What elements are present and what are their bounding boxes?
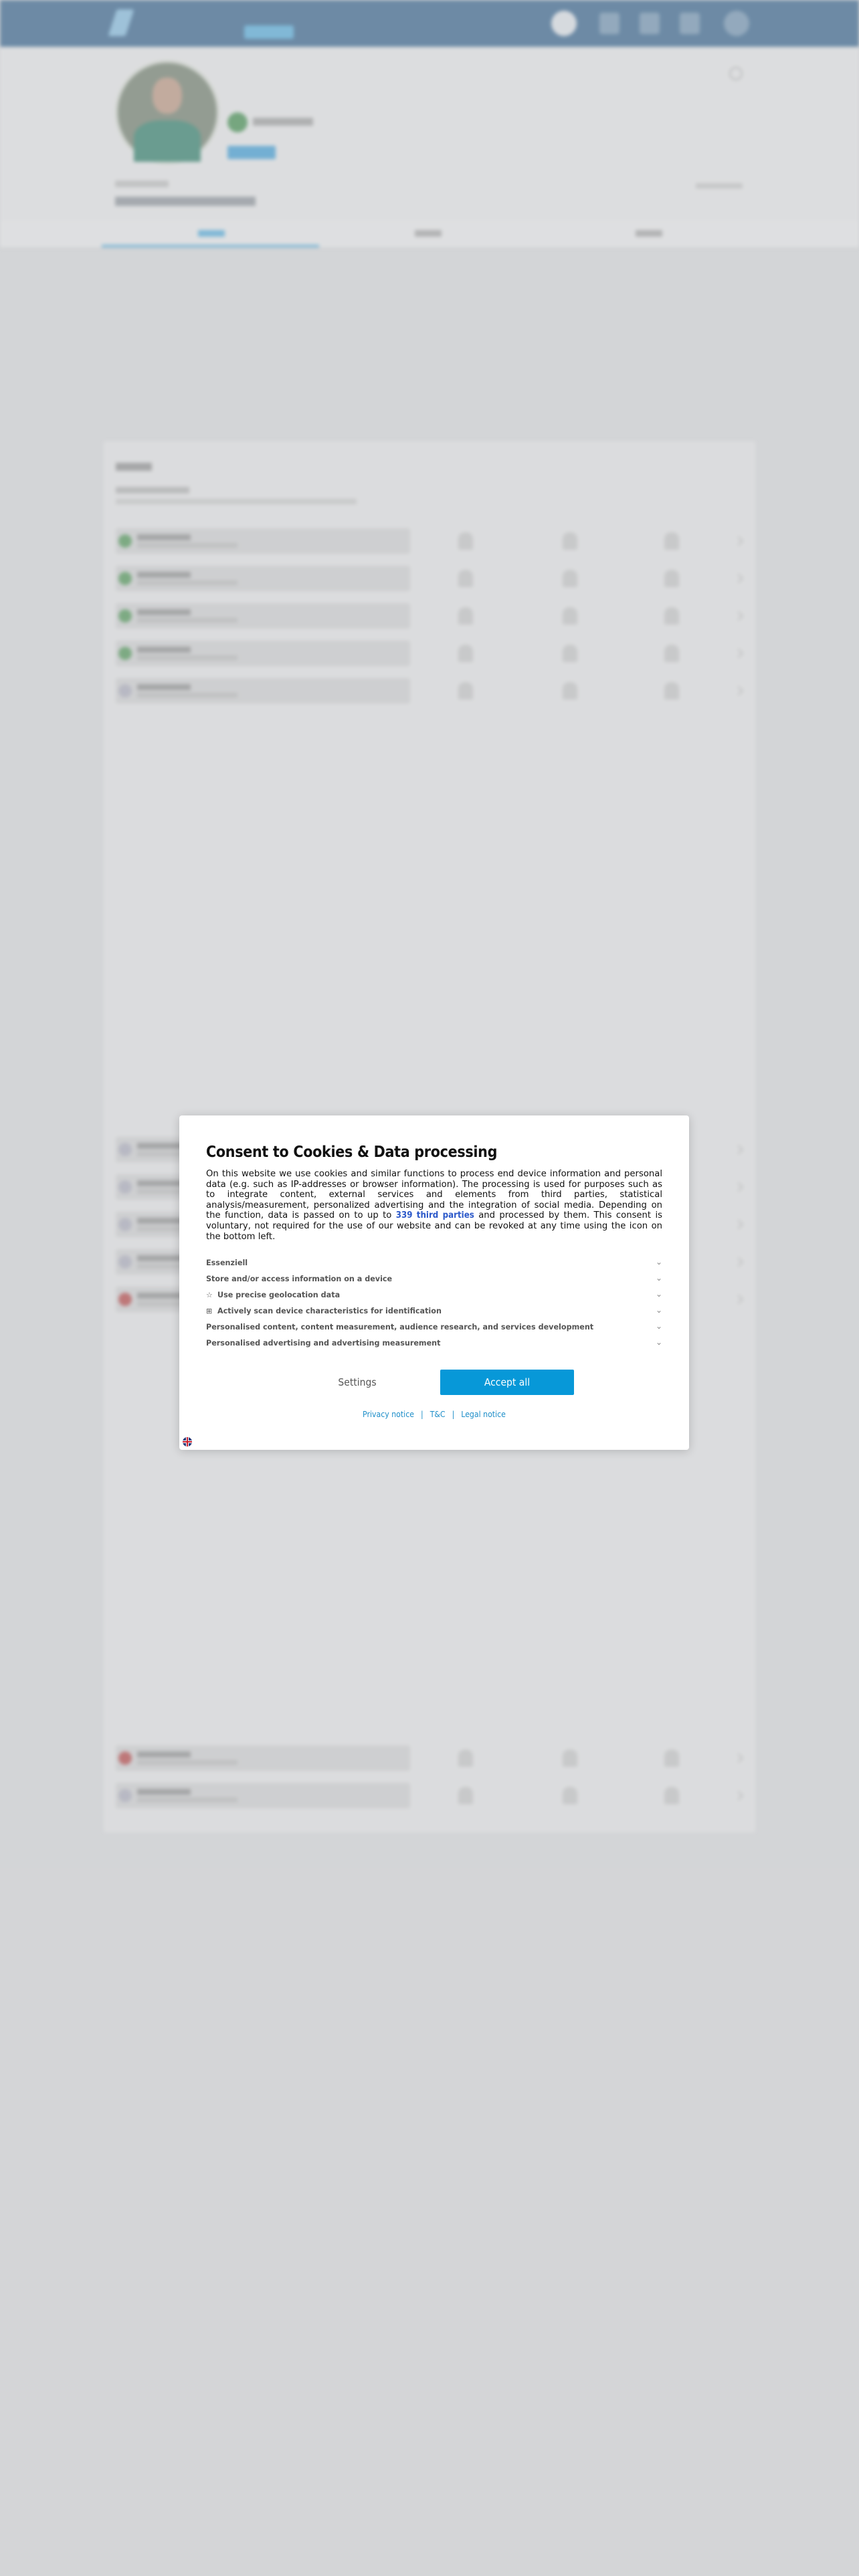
third-parties-link[interactable]: 339 third parties xyxy=(395,1210,474,1221)
purpose-device-scan[interactable] xyxy=(206,1305,662,1319)
purpose-store-access[interactable] xyxy=(206,1273,662,1287)
chevron-down-icon[interactable]: ⌄ xyxy=(655,1337,662,1347)
accept-all-button[interactable]: Accept all xyxy=(440,1370,574,1395)
purpose-label: Personalised content, content measurement, audience research, and services development xyxy=(206,1323,594,1331)
settings-button[interactable]: Settings xyxy=(310,1370,404,1395)
chevron-down-icon[interactable]: ⌄ xyxy=(655,1273,662,1283)
consent-text-part-1: On this website we use cookies and similar functions to process end device information and personal data (e.g. such as IP-addresses or browser information). The processing is used for purposes such as to integrate content, external services and elements from third parties, statistical analysis/measurement, personalized advertising and the integration of social media. Depending on the function, data is passed on to up to xyxy=(206,1169,662,1221)
consent-description xyxy=(206,1169,662,1242)
purpose-label: Use precise geolocation data xyxy=(217,1291,341,1299)
chevron-down-icon[interactable]: ⌄ xyxy=(655,1305,662,1315)
tc-link[interactable]: T&C xyxy=(430,1410,446,1419)
purpose-personalised-content[interactable] xyxy=(206,1321,662,1335)
consent-title: Consent to Cookies & Data processing xyxy=(206,1144,498,1161)
language-flag-icon[interactable] xyxy=(183,1437,192,1446)
consent-dialog xyxy=(179,1115,689,1450)
purpose-essential[interactable] xyxy=(206,1257,662,1271)
link-separator: | xyxy=(420,1410,423,1419)
purpose-geolocation[interactable] xyxy=(206,1289,662,1303)
legal-notice-link[interactable]: Legal notice xyxy=(461,1410,506,1419)
legal-links xyxy=(179,1410,689,1419)
purpose-label: Essenziell xyxy=(206,1259,248,1267)
purpose-label: Actively scan device characteristics for identification xyxy=(217,1307,442,1315)
chevron-down-icon[interactable]: ⌄ xyxy=(655,1289,662,1299)
purpose-personalised-advertising[interactable] xyxy=(206,1337,662,1351)
privacy-notice-link[interactable]: Privacy notice xyxy=(363,1410,414,1419)
purpose-label: Personalised advertising and advertising measurement xyxy=(206,1339,441,1348)
consent-text-part-2: and processed by them. This consent is voluntary, not required for the use of our website and can be revoked at any time using the icon on the bottom left. xyxy=(206,1210,662,1242)
link-separator: | xyxy=(452,1410,455,1419)
purpose-label: Store and/or access information on a device xyxy=(206,1275,393,1283)
chevron-down-icon[interactable]: ⌄ xyxy=(655,1321,662,1331)
scan-icon: ⊞ xyxy=(206,1307,213,1315)
chevron-down-icon[interactable]: ⌄ xyxy=(655,1257,662,1267)
star-icon: ☆ xyxy=(206,1291,213,1299)
